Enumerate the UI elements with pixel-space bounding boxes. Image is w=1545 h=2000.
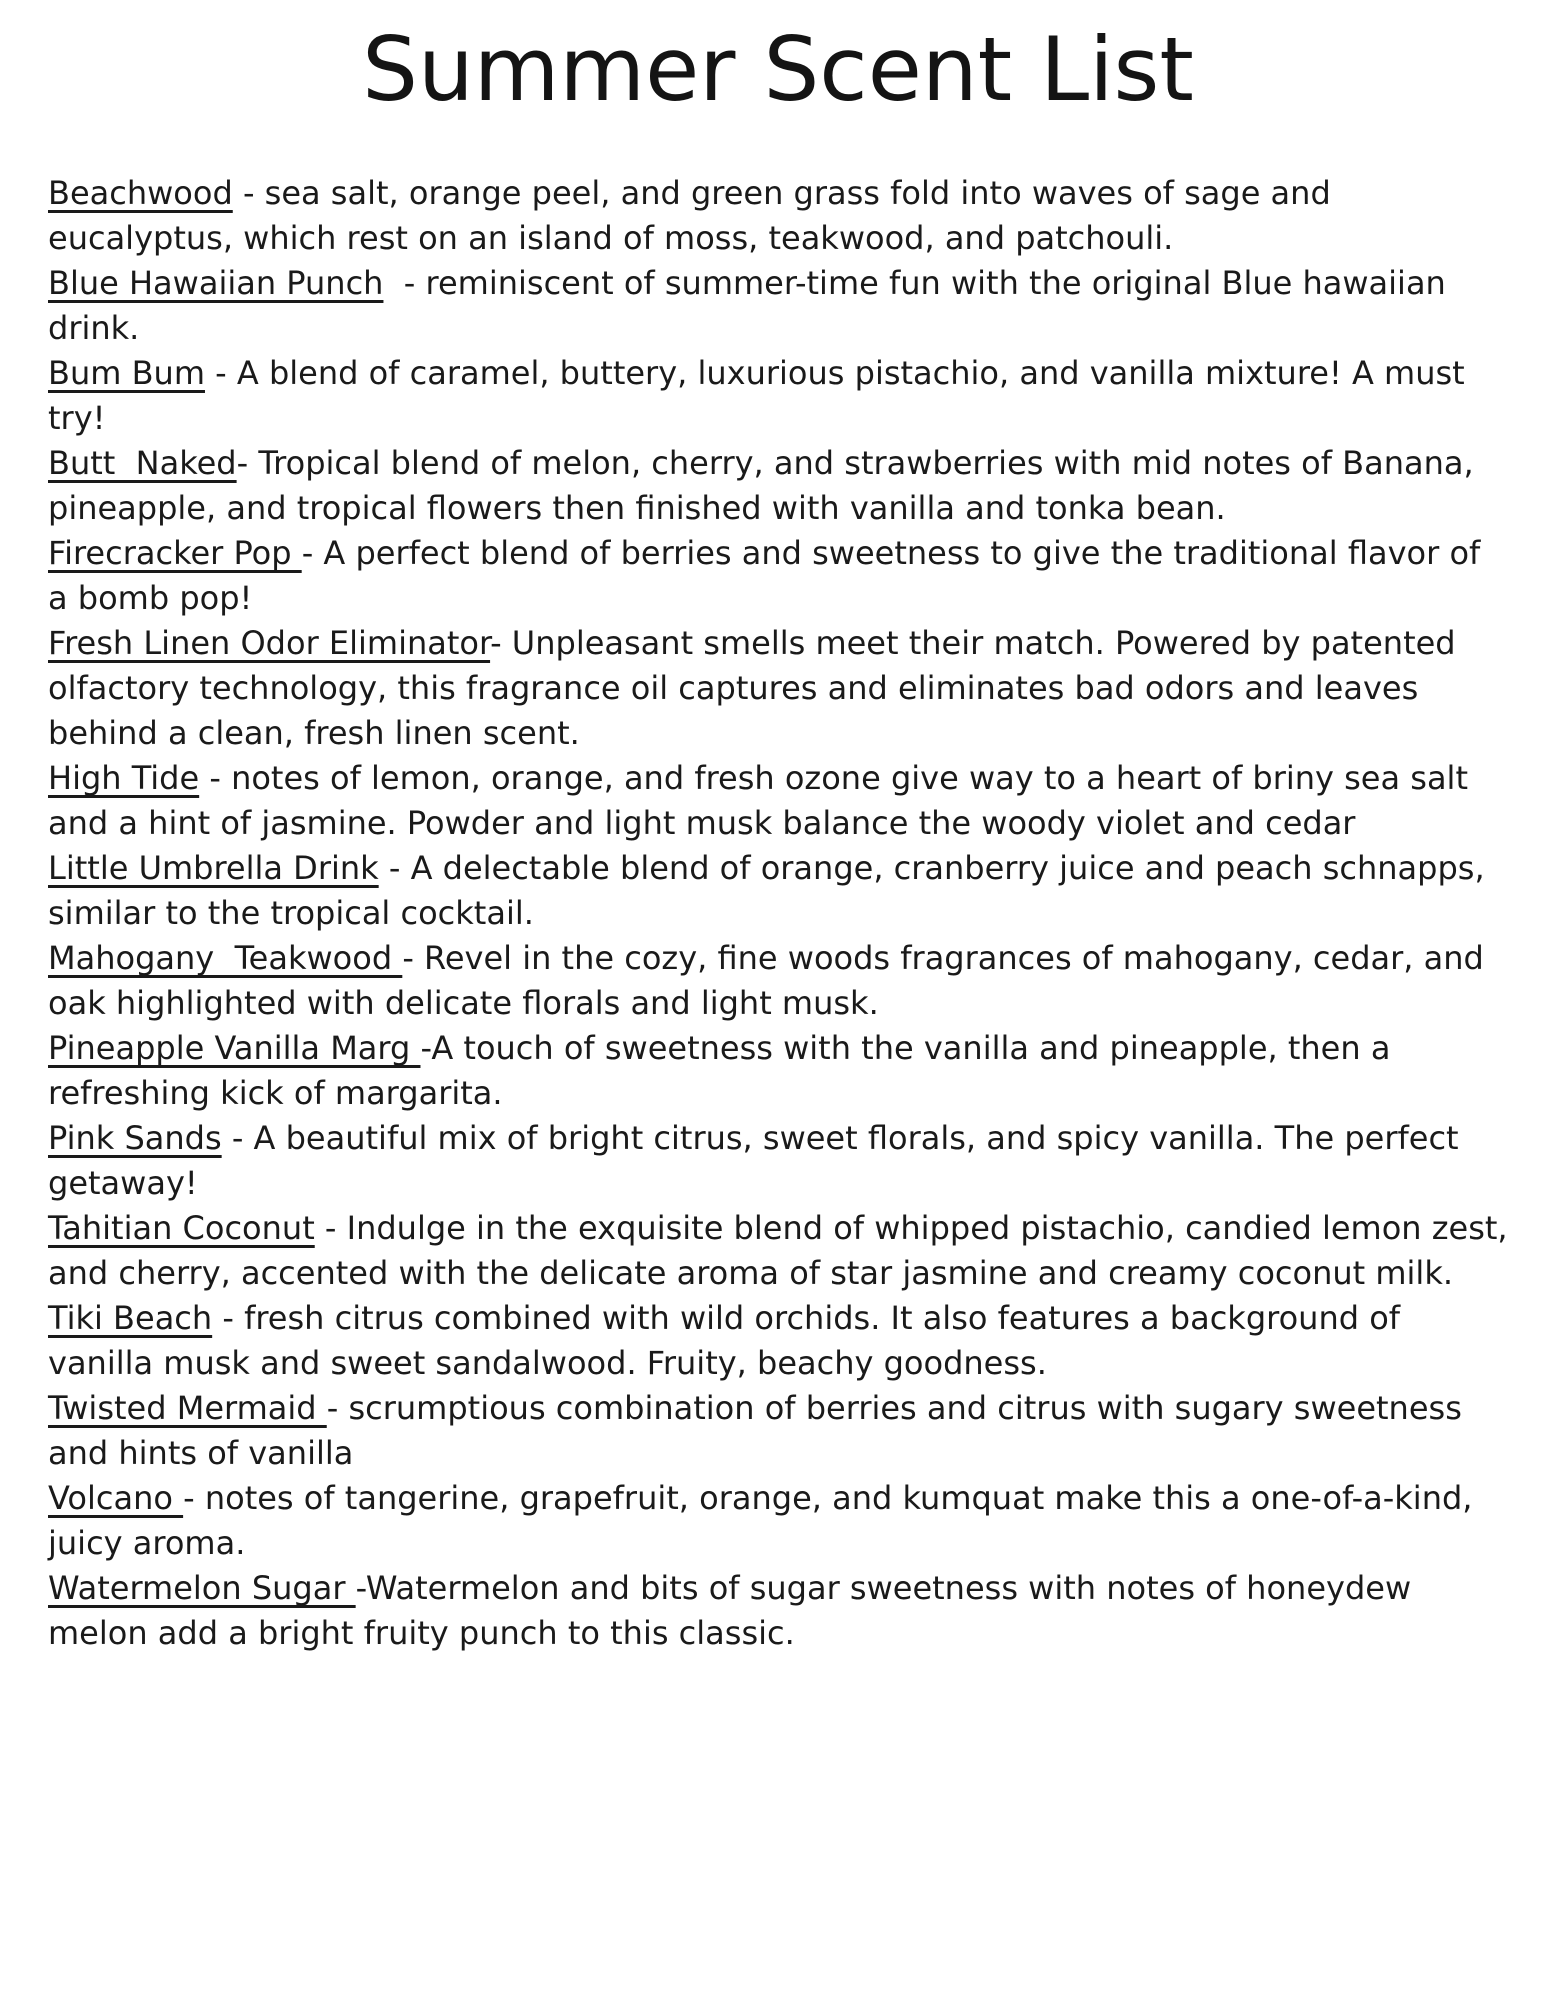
scent-entry — [48, 1296, 1508, 1386]
scent-entry — [48, 171, 1508, 261]
scent-description: sea salt, orange peel, and green grass fold into waves of sage and eucalyptus, which rest on an island of moss, teakwood, and patchouli. — [48, 174, 1341, 258]
scent-description: A blend of caramel, buttery, luxurious pistachio, and vanilla mixture! A must try! — [48, 354, 1475, 438]
scent-name: Firecracker Pop — [48, 534, 302, 573]
page-title: Summer Scent List — [362, 18, 1194, 121]
scent-description: notes of tangerine, grapefruit, orange, and kumquat make this a one-of-a-kind, juicy aroma. — [48, 1479, 1483, 1563]
scent-description: scrumptious combination of berries and citrus with sugary sweetness and hints of vanilla — [48, 1389, 1473, 1473]
scent-name: Little Umbrella Drink — [48, 849, 379, 888]
scent-separator: - — [314, 1209, 347, 1248]
scent-separator: - — [183, 1479, 205, 1518]
scent-separator: - — [301, 534, 324, 573]
scent-description: A delectable blend of orange, cranberry juice and peach schnapps, similar to the tropical cocktail. — [48, 849, 1495, 933]
scent-name: Watermelon Sugar — [48, 1569, 356, 1608]
scent-entry — [48, 351, 1508, 441]
scent-separator: - — [232, 174, 265, 213]
scent-separator: - — [383, 264, 426, 303]
scent-name: Fresh Linen Odor Eliminator — [48, 624, 491, 663]
scent-entry — [48, 936, 1508, 1026]
scent-name: Mahogany Teakwood — [48, 939, 403, 978]
scent-separator: - — [326, 1389, 349, 1428]
scent-separator: - — [402, 939, 425, 978]
scent-name: Twisted Mermaid — [48, 1389, 327, 1428]
scent-description: A touch of sweetness with the vanilla and pineapple, then a refreshing kick of margarita. — [48, 1029, 1401, 1113]
scent-description: Watermelon and bits of sugar sweetness with notes of honeydew melon add a bright fruity punch to this classic. — [48, 1569, 1422, 1653]
scent-description: Indulge in the exquisite blend of whipped pistachio, candied lemon zest, and cherry, accented with the delicate aroma of star jasmine and creamy coconut milk. — [48, 1209, 1518, 1293]
scent-separator: - — [378, 849, 411, 888]
scent-name: Bum Bum — [48, 354, 205, 393]
scent-name: Beachwood — [48, 174, 233, 213]
scent-name: Tahitian Coconut — [48, 1209, 315, 1248]
scent-entry — [48, 441, 1508, 531]
scent-description: fresh citrus combined with wild orchids. It also features a background of vanilla musk and sweet sandalwood. Fruity, beachy goodness. — [48, 1299, 1411, 1383]
scent-entry — [48, 1566, 1508, 1656]
scent-separator: - — [212, 1299, 245, 1338]
scent-separator: - — [355, 1569, 366, 1608]
scent-description: reminiscent of summer-time fun with the original Blue hawaiian drink. — [48, 264, 1456, 348]
scent-name: Tiki Beach — [48, 1299, 213, 1338]
scent-entry — [48, 1026, 1508, 1116]
scent-list — [48, 171, 1518, 1656]
scent-entry — [48, 846, 1508, 936]
scent-name: High Tide — [48, 759, 200, 798]
scent-separator: - — [199, 759, 232, 798]
scent-entry — [48, 1386, 1508, 1476]
scent-entry — [48, 261, 1508, 351]
scent-entry — [48, 756, 1508, 846]
scent-separator: - — [490, 624, 512, 663]
scent-entry — [48, 1476, 1508, 1566]
scent-description: notes of lemon, orange, and fresh ozone give way to a heart of briny sea salt and a hint of jasmine. Powder and light musk balance the woody violet and cedar — [48, 759, 1479, 843]
scent-description: A perfect blend of berries and sweetness to give the traditional flavor of a bomb pop! — [48, 534, 1491, 618]
scent-separator: - — [221, 1119, 254, 1158]
scent-description: Revel in the cozy, fine woods fragrances of mahogany, cedar, and oak highlighted with delicate florals and light musk. — [48, 939, 1494, 1023]
scent-entry — [48, 621, 1508, 756]
scent-entry — [48, 1116, 1508, 1206]
scent-separator: - — [204, 354, 237, 393]
scent-description: Tropical blend of melon, cherry, and strawberries with mid notes of Banana, pineapple, and tropical flowers then finished with vanilla and tonka bean. — [48, 444, 1484, 528]
scent-name: Butt Naked — [48, 444, 237, 483]
scent-description: Unpleasant smells meet their match. Powered by patented olfactory technology, this fragrance oil captures and eliminates bad odors and leaves behind a clean, fresh linen scent. — [48, 624, 1466, 753]
scent-name: Volcano — [48, 1479, 184, 1518]
scent-name: Pink Sands — [48, 1119, 222, 1158]
scent-separator: - — [420, 1029, 432, 1068]
scent-name: Blue Hawaiian Punch — [48, 264, 384, 303]
scent-separator: - — [236, 444, 259, 483]
scent-description: A beautiful mix of bright citrus, sweet florals, and spicy vanilla. The perfect getaway! — [48, 1119, 1469, 1203]
scent-entry — [48, 531, 1508, 621]
scent-name: Pineapple Vanilla Marg — [48, 1029, 421, 1068]
scent-entry — [48, 1206, 1518, 1296]
